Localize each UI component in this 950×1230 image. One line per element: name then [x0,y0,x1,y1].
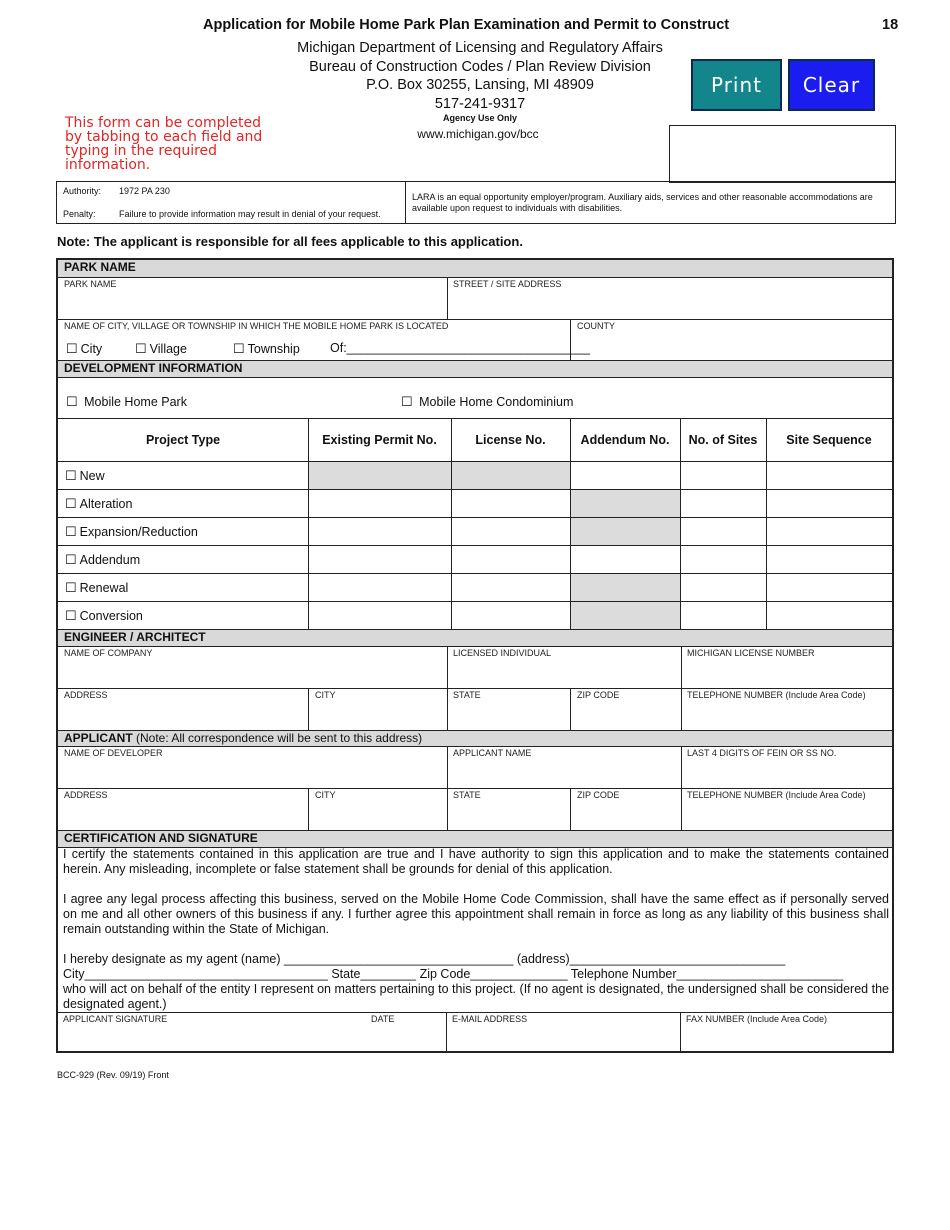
agency-use-box [669,125,896,183]
checkbox-icon[interactable]: ☐ [65,552,77,567]
company-name-input[interactable] [64,662,440,686]
fax-input[interactable] [686,1028,886,1050]
divider [451,418,452,629]
village-checkbox-icon[interactable]: ☐ [135,341,147,356]
fein-label: LAST 4 DIGITS OF FEIN OR SS NO. [687,748,837,758]
city-option-label: City [80,342,103,356]
checkbox-icon[interactable]: ☐ [65,580,77,595]
applicant-section-title: APPLICANT [64,731,133,745]
agent-contact-line[interactable]: City___________________________________ State________ Zip Code______________ Telephone Number________________________ [63,967,844,981]
certification-paragraph-2: I agree any legal process affecting this business, served on the Mobile Home Code Commission, shall have the same effect as if personally served on me and all other owners of this business if any. I further agree this appointment shall remain in force as long as any liability of this business shall remain outstanding within the State of Michigan. [63,892,889,936]
form-title: Application for Mobile Home Park Plan Examination and Permit to Construct [203,17,730,33]
applicant-zip-label: ZIP CODE [577,790,620,800]
licensed-individual-input[interactable] [453,662,673,686]
street-address-label: STREET / SITE ADDRESS [453,279,562,289]
authority-value: 1972 PA 230 [119,186,170,196]
divider [570,788,571,830]
bureau-name: Bureau of Construction Codes / Plan Review Division [309,59,651,75]
col-site-sequence: Site Sequence [786,433,872,447]
engineer-state-input[interactable] [453,704,563,728]
project-type-label: Expansion/Reduction [79,525,198,539]
col-existing-permit: Existing Permit No. [322,433,437,447]
divider [766,418,767,629]
checkbox-icon[interactable]: ☐ [65,524,77,539]
township-option[interactable] [233,341,300,357]
county-label: COUNTY [577,321,615,331]
shaded-cell [309,462,570,489]
project-type-addendum[interactable] [65,552,140,568]
developer-name-label: NAME OF DEVELOPER [64,748,163,758]
authority-box [56,181,896,224]
licensed-individual-label: LICENSED INDIVIDUAL [453,648,552,658]
clear-button[interactable]: Clear [788,59,875,111]
date-label: DATE [371,1014,395,1024]
company-name-label: NAME OF COMPANY [64,648,153,658]
engineer-state-label: STATE [453,690,481,700]
penalty-label: Penalty: [63,209,96,219]
township-option-label: Township [247,342,300,356]
applicant-phone-input[interactable] [687,804,885,828]
engineer-zip-input[interactable] [577,704,675,728]
signature-label: APPLICANT SIGNATURE [63,1014,168,1024]
divider [446,1012,447,1052]
engineer-address-label: ADDRESS [64,690,108,700]
authority-label: Authority: [63,186,102,196]
shaded-cell [571,574,680,601]
developer-name-input[interactable] [64,762,440,786]
engineer-city-label: CITY [315,690,336,700]
col-license-no: License No. [475,433,546,447]
authority-divider [405,182,406,223]
agent-explanation: who will act on behalf of the entity I represent on matters pertaining to this project. (If no agent is designated, the undersigned shall be considered the designated agent.) [63,982,889,1011]
agency-website: www.michigan.gov/bcc [417,127,539,141]
applicant-section-header [58,730,892,747]
divider [58,319,892,320]
village-option[interactable] [135,341,187,357]
project-type-label: New [79,469,105,483]
mobile-home-park-label: Mobile Home Park [84,395,187,409]
applicant-address-input[interactable] [64,804,302,828]
municipality-of-field[interactable]: Of:___________________________________ [330,341,590,355]
license-number-label: MICHIGAN LICENSE NUMBER [687,648,815,658]
page-number: 18 [882,17,899,33]
checkbox-icon[interactable]: ☐ [65,496,77,511]
municipality-label: NAME OF CITY, VILLAGE OR TOWNSHIP IN WHICH THE MOBILE HOME PARK IS LOCATED [64,321,449,331]
divider [447,277,448,319]
email-input[interactable] [452,1028,674,1050]
fee-note: Note: The applicant is responsible for all fees applicable to this application. [57,234,523,249]
col-project-type: Project Type [145,433,221,447]
applicant-state-input[interactable] [453,804,563,828]
checkbox-icon[interactable]: ☐ [65,468,77,483]
col-no-of-sites: No. of Sites [688,433,758,447]
applicant-state-label: STATE [453,790,481,800]
checkbox-icon[interactable]: ☐ [401,394,413,409]
engineer-address-input[interactable] [64,704,302,728]
agency-address: P.O. Box 30255, Lansing, MI 48909 [366,77,594,93]
mobile-home-park-option[interactable] [66,394,187,410]
project-type-renewal[interactable] [65,580,128,596]
applicant-phone-label: TELEPHONE NUMBER (Include Area Code) [687,790,866,800]
divider [57,1012,893,1013]
certification-section-header: CERTIFICATION AND SIGNATURE [58,830,892,848]
park-section-header: PARK NAME [58,260,892,278]
divider [308,788,309,830]
engineer-phone-label: TELEPHONE NUMBER (Include Area Code) [687,690,866,700]
license-number-input[interactable] [687,662,885,686]
project-type-alteration[interactable] [65,496,132,512]
shaded-cell [571,490,680,517]
street-address-input[interactable] [453,293,883,317]
agency-name: Michigan Department of Licensing and Regulatory Affairs [297,40,663,56]
divider [570,319,571,361]
engineer-phone-input[interactable] [687,704,885,728]
penalty-value: Failure to provide information may result in denial of your request. [119,209,381,219]
checkbox-icon[interactable]: ☐ [66,394,78,409]
col-addendum-no: Addendum No. [580,433,670,447]
agency-use-label: Agency Use Only [442,113,518,123]
project-type-expansion[interactable] [65,524,198,540]
signature-input[interactable] [63,1028,363,1050]
applicant-address-label: ADDRESS [64,790,108,800]
date-input[interactable] [371,1028,441,1050]
shaded-cell [571,518,680,545]
engineer-city-input[interactable] [315,704,441,728]
applicant-city-input[interactable] [315,804,441,828]
park-name-label: PARK NAME [64,279,117,289]
village-option-label: Village [149,342,187,356]
mobile-home-condo-label: Mobile Home Condominium [419,395,574,409]
project-type-label: Addendum [79,553,141,567]
development-section-header: DEVELOPMENT INFORMATION [58,360,892,378]
eeo-statement: LARA is an equal opportunity employer/program. Auxiliary aids, services and other reasonable accommodations are available upon request to individuals with disabilities. [412,192,873,213]
divider [58,788,892,789]
project-type-label: Alteration [79,497,133,511]
project-type-conversion[interactable] [65,608,143,624]
divider [308,418,309,629]
agency-phone: 517-241-9317 [434,96,526,112]
applicant-name-label: APPLICANT NAME [453,748,532,758]
divider [680,1012,681,1052]
tabbing-instructions: This form can be completed by tabbing to each field and typing in the required information. [65,115,263,173]
engineer-section-header: ENGINEER / ARCHITECT [58,629,892,647]
fax-label: FAX NUMBER (Include Area Code) [686,1014,828,1024]
applicant-zip-input[interactable] [577,804,675,828]
divider [570,418,571,629]
applicant-section-note: (Note: All correspondence will be sent to this address) [136,731,423,745]
divider [58,688,892,689]
form-footer: BCC-929 (Rev. 09/19) Front [57,1070,169,1080]
project-type-label: Conversion [79,609,143,623]
agent-designation-line[interactable]: I hereby designate as my agent (name) _________________________________ (address)_______________________________ [63,952,786,966]
applicant-name-input[interactable] [453,762,673,786]
divider [680,418,681,629]
applicant-city-label: CITY [315,790,336,800]
township-checkbox-icon[interactable]: ☐ [233,341,245,356]
email-label: E-MAIL ADDRESS [452,1014,528,1024]
mobile-home-condo-option[interactable] [401,394,573,410]
county-input[interactable] [577,335,883,359]
divider [308,688,309,730]
shaded-cell [571,602,680,629]
project-type-new[interactable] [65,468,105,484]
project-type-label: Renewal [79,581,129,595]
certification-paragraph-1: I certify the statements contained in this application are true and I have authority to sign this application and to make the statements contained herein. Any misleading, incomplete or false statement shall be grounds for denial of this application. [63,847,889,876]
print-button[interactable]: Print [691,59,782,111]
engineer-zip-label: ZIP CODE [577,690,620,700]
city-option[interactable] [66,341,102,357]
divider [570,688,571,730]
checkbox-icon[interactable]: ☐ [65,608,77,623]
fein-input[interactable] [687,762,885,786]
city-checkbox-icon[interactable]: ☐ [66,341,78,356]
park-name-input[interactable] [64,293,440,317]
